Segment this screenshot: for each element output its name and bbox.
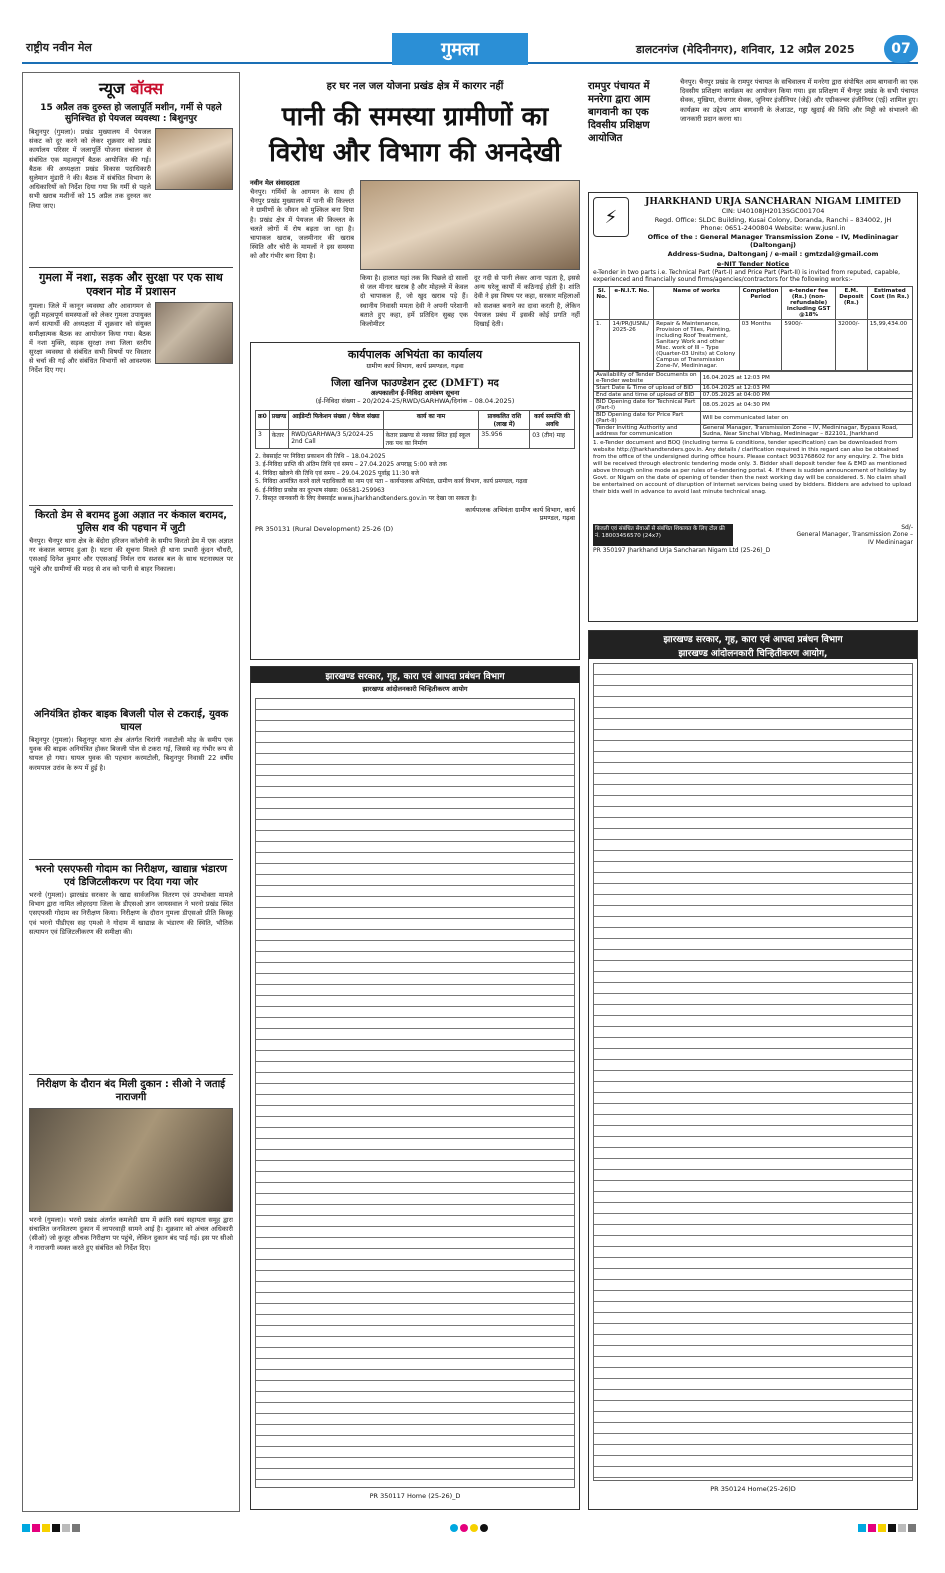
jusnl-notes: 1. e-Tender document and BOQ (including terms & conditions, tender specification) can be downloaded from website http://jharkhandtenders.gov.in. Any details / clarification required in this regard can also be obtained from the office of the undersigned during office hours. Please contact 9031768602 for any enquiry. 2. The bids will be received through electronic tendering mode only. 3. Bidder shall deposit tender fee & EMD as mentioned above through online mode as per rules of e-tendering portal. 4. If there is sudden announcement of holiday by Govt. or Nigam on the date of opening of tender then the next working day will be considered. 5. No claim shall be entertained on account of disruption of internet services being used by bidders. Bidders are advised to upload their bids well in advance to avoid last minute technical snag. (593, 439, 912, 495)
rwd-table (255, 410, 575, 449)
jusnl-col-4: e-tender fee (Rs.) (non-refundable) including GST @18% (782, 286, 835, 319)
jusnl-title: JHARKHAND URJA SANCHARAN NIGAM LIMITED (645, 197, 901, 207)
jusnl-col-0: Sl. No. (594, 286, 610, 319)
story1-body: बिशुनपुर (गुमला)। प्रखंड मुख्यालय में पेयजल संकट को दूर करने को लेकर शुक्रवार को प्रखंड कार्यालय परिसर में जलापूर्ति योजना संचालन से संबंधित एक महत्वपूर्ण बैठक आयोजित की गई। बैठक की अध्यक्षता प्रखंड विकास पदाधिकारी सुलेमान मुंडारी ने की। बैठक में संबंधित विभाग के अधिकारियों को निर्देश दिया गया कि गर्मी से पहले सभी खराब मशीनों को 15 अप्रैल तक दुरुस्त कर लिया जाए। (29, 128, 151, 210)
schedule-row (594, 411, 913, 424)
section-tab: गुमला (392, 33, 528, 65)
newsbox-title (29, 77, 233, 99)
schedule-cell: BID Opening date for Technical Part (Part-I) (594, 398, 701, 411)
rwd-col-0: क्र0 (256, 410, 270, 429)
jusnl-office: Office of the : General Manager Transmission Zone – IV, Medininagar (Daltonganj) (647, 232, 899, 249)
jusnl-table (593, 286, 913, 371)
jusnl-cell-0: 1. (594, 319, 610, 370)
schedule-cell: End date and time of upload of BID (594, 391, 701, 398)
lead-headline-line2: विरोध और विभाग की अनदेखी (269, 138, 561, 168)
jusnl-address: Address-Sudna, Daltonganj / e-mail : gmtzdal@gmail.com (667, 249, 879, 258)
jusnl-col-5: E.M. Deposit (Rs.) (835, 286, 867, 319)
rwd-date-line: 4. निविदा खोलने की तिथि एवं समय – 29.04.2025 पूर्वाह्न 11:30 बजे (255, 469, 419, 477)
rwd-cell-2: RWD/GARHWA/3 5/2024-25 2nd Call (289, 429, 383, 448)
rwd-date-line: 6. ई-निविदा प्रकोष्ठ का दूरभाष संख्या: 06581-259963 (255, 486, 385, 494)
lead-body-a: चैनपुर। गर्मियों के आगमन के साथ ही चैनपुर प्रखंड मुख्यालय में पानी की किल्लत ने ग्रामीणों के जीवन को मुश्किल बना दिया है। प्रखंड क्षेत्र में पेयजल की किल्लत के चलते लोगों में रोष बढ़ता जा रहा है। चापाकल खराब, जलमीनार की खराब स्थिति और चोरी के मामलों ने इस समस्या को और गंभीर बना दिया है। (250, 188, 354, 261)
jusnl-regd: Regd. Office: SLDC Building, Kusai Colony, Doranda, Ranchi – 834002, JH (654, 215, 892, 224)
rwd-col-2: आईडेन्टी फिकेशन संख्या / पैकेज संख्या (289, 410, 383, 429)
rwd-date-line: 5. निविदा आमंत्रित करने वाले पदाधिकारी का नाम एवं पता – कार्यपालक अभियंता, ग्रामीण कार्य विभाग, कार्य प्रमण्डल, गढ़वा (255, 478, 528, 485)
registration-bar (22, 1524, 918, 1532)
date-line: डालटनगंज (मेदिनीनगर), शनिवार, 12 अप्रैल 2025 (636, 43, 855, 56)
home-right-table (593, 663, 913, 1481)
jusnl-notice-text: e-Tender in two parts i.e. Technical Part (Part-I) and Price Part (Part-II) is invited from reputed, capable, experienced and financially sound firms/agencies/contractors for the following works:- (593, 268, 901, 283)
lead-headline-line1: पानी की समस्या ग्रामीणों का (281, 102, 549, 132)
story1-headline: 15 अप्रैल तक दुरुस्त हो जलापूर्ति मशीन, गर्मी से पहले सुनिश्चित हो पेयजल व्यवस्था : बिशुनपुर (40, 103, 222, 124)
jusnl-logo-icon: ⚡ (593, 197, 629, 237)
story6-body: भरनो (गुमला)। भरनो प्रखंड अंतर्गत कमलेडी ग्राम में क्रांति स्वयं सहायता समूह द्वारा संचालित जनवितरण दुकान में लापरवाही सामने आई है। शुक्रवार को अंचल अधिकारी (सीओ) जो कुजूर औचक निरीक्षण पर पहुंचे, लेकिन दुकान बंद पाई गई। इस पर सीओ ने नाराजगी व्यक्त करते हुए संबंधित को निर्देश दिए। (29, 1216, 233, 1252)
rwd-ref: (ई-निविदा संख्या – 20/2024-25/RWD/GARHWA/दिनांक – 08.04.2025) (315, 397, 515, 405)
rwd-col-3: कार्य का नाम (383, 410, 479, 429)
home-notice-center (250, 666, 580, 1510)
jusnl-schedule (593, 371, 913, 438)
story4-body: बिशुनपुर (गुमला)। बिशुनपुर थाना क्षेत्र अंतर्गत चिरांगी नवाटोली मोड़ के समीप एक युवक की बाइक अनियंत्रित होकर बिजली पोल से टकरा गई, जिससे वह गंभीर रूप से घायल हो गया। घायल युवक की पहचान करमटोली, बिशुनपुर निवासी 22 वर्षीय करमपाल उरांव के रूप में हुई है। (29, 736, 233, 772)
jusnl-col-1: e-N.I.T. No. (610, 286, 654, 319)
lead-body-c: दूर नदी से पानी लेकर आना पड़ता है, इससे अन्य घरेलू कार्यों में कठिनाई होती है। शांति देवी ने इस विषय पर कहा, सरकार महिलाओं को सशक्त बनाने का दावा करती है, लेकिन पेयजल प्रबंध में इसकी कोई प्रगति नहीं दिखाई देती। (474, 274, 580, 329)
jusnl-cin: CIN: U40108JH2013SGC001704 (721, 207, 825, 215)
schedule-row (594, 391, 913, 398)
newsbox-label-a: न्यूज (98, 79, 125, 98)
rwd-pr: PR 350131 (Rural Development) 25-26 (D) (255, 524, 394, 533)
rwd-col-1: प्रखण्ड (269, 410, 288, 429)
home-center-sub: झारखण्ड आंदोलनकारी चिन्हितीकरण आयोग (362, 685, 468, 693)
story6-headline: निरीक्षण के दौरान बंद मिली दुकान : सीओ ने जताई नाराजगी (36, 1079, 226, 1103)
left-column (22, 72, 240, 1512)
home-notice-right (588, 630, 918, 1510)
rwd-date-line: 2. वेबसाईट पर निविदा प्रकाशन की तिथि – 18.04.2025 (255, 452, 386, 460)
jusnl-col-3: Completion Period (739, 286, 782, 319)
story5-headline: भरनो एसएफसी गोदाम का निरीक्षण, खाद्यान्न भंडारण एवं डिजिटलीकरण पर दिया गया जोर (34, 864, 228, 888)
rwd-title: कार्यपालक अभियंता का कार्यालय (347, 348, 483, 361)
jusnl-col-2: Name of works (654, 286, 740, 319)
rwd-subtitle: ग्रामीण कार्य विभाग, कार्य प्रमण्डल, गढ़वा (366, 362, 464, 370)
schedule-cell: Will be communicated later on (700, 411, 912, 424)
schedule-cell: BID Opening date for Price Part (Part-II) (594, 411, 701, 424)
schedule-cell: Start Date & Time of upload of BID (594, 384, 701, 391)
home-right-band1: झारखण्ड सरकार, गृह, कारा एवं आपदा प्रबंधन विभाग (589, 631, 917, 645)
story1-photo (155, 128, 233, 190)
jusnl-sd: Sd/- (901, 523, 913, 531)
home-center-pr: PR 350117 Home (25-26)_D (369, 1491, 461, 1500)
schedule-cell: 08.05.2025 at 04:30 PM (700, 398, 912, 411)
rwd-cell-5: 03 (तीन) माह (530, 429, 575, 448)
story2-headline: गुमला में नशा, सड़क और सुरक्षा पर एक साथ एक्शन मोड में प्रशासन (39, 271, 223, 298)
home-center-band: झारखण्ड सरकार, गृह, कारा एवं आपदा प्रबंधन विभाग (251, 667, 579, 683)
schedule-row (594, 371, 913, 384)
jusnl-col-6: Estimated Cost (In Rs.) (867, 286, 912, 319)
jusnl-cell-4: 5900/- (782, 319, 835, 370)
rwd-col-5: कार्य समाप्ति की अवधि (530, 410, 575, 429)
story5-body: भरनो (गुमला)। झारखंड सरकार के खाद्य सार्वजनिक वितरण एवं उपभोक्ता मामले विभाग द्वारा नामित लोहरदगा जिला के डीएसओ ज्ञान जायसवाल ने भरनो प्रखंड स्थित एसएफसी गोदाम का निरीक्षण किया। निरीक्षण के दौरान गुमला डीएसओ प्रीति किस्कू एवं भरनो पीडीएस सह एमओ ने गोदाम में खाद्यान्न के भंडारण की स्थिति, भौतिक सत्यापन एवं डिजिटलीकरण की समीक्षा की। (29, 891, 233, 936)
jusnl-cell-2: Repair & Maintenance, Provision of Tiles, Painting, including Roof Treatment, Sanitary Work and other Misc. work of III – Type (Quarter-03 Units) at Colony Campus of Transmission Zone-IV, Medininagar. (654, 319, 740, 370)
lead-byline: नवीन मेल संवाददाता (250, 179, 300, 187)
jusnl-tender (588, 192, 918, 622)
home-right-pr: PR 350124 Home(25-26)D (710, 1485, 796, 1493)
page-number: 07 (884, 35, 918, 63)
rwd-date-line: 3. ई-निविदा प्राप्ति की अंतिम तिथि एवं समय – 27.04.2025 अपराह्न 5:00 बजे तक (255, 461, 447, 468)
jusnl-helpline: बिजली एवं संबंधित सेवाओं से संबंधित शिकायत के लिए टोल फ्री नं. 18003456570 (24x7) (593, 524, 733, 547)
story4-headline: अनियंत्रित होकर बाइक बिजली पोल से टकराई, युवक घायल (33, 709, 229, 733)
jusnl-cell-1: 14/PR/JUSNL/ 2025-26 (610, 319, 654, 370)
rwd-dates (255, 453, 575, 504)
schedule-cell: General Manager, Transmission Zone – IV, Medininagar, Bypass Road, Sudna, Near Sinchai Vibhag, Medininagar – 822101, Jharkhand (700, 424, 912, 437)
rwd-cell-1: केतार (269, 429, 288, 448)
schedule-row (594, 398, 913, 411)
schedule-cell: Tender Inviting Authority and address for communication (594, 424, 701, 437)
story6-photo (29, 1108, 233, 1212)
jusnl-phone: Phone: 0651-2400804 Website: www.jusnl.in (700, 224, 846, 232)
right-story-headline: रामपुर पंचायत में मनरेगा द्वारा आम बागवानी का एक दिवसीय प्रशिक्षण आयोजित (588, 81, 651, 144)
jusnl-notice-head: e-NIT Tender Notice (716, 260, 790, 268)
lead-body-b: किया है। हालात यहां तक कि पिछले दो सालों से जल मीनार खराब है और मोहल्ले में केवल दो चापाकल हैं, जो खुद खराब पड़े हैं। स्थानीय निवासी ममता देवी ने अपनी परेशानी बताते हुए कहा, हमें प्रतिदिन सुबह एक किलोमीटर (360, 274, 468, 329)
schedule-cell: Availability of Tender Documents on e-Tender website (594, 371, 701, 384)
rwd-date-line: 7. विस्तृत जानकारी के लिए वेबसाईट www.jharkhandtenders.gov.in पर देखा जा सकता है। (255, 495, 477, 502)
newsbox-label-b: बॉक्स (130, 79, 164, 98)
schedule-cell: 16.04.2025 at 12:03 PM (700, 384, 912, 391)
schedule-cell: 07.05.2025 at 04:00 PM (700, 391, 912, 398)
jusnl-pr: PR 350197 Jharkhand Urja Sancharan Nigam Ltd (25-26)_D (593, 547, 771, 554)
home-center-table (255, 698, 575, 1488)
schedule-cell: 16.04.2025 at 12:03 PM (700, 371, 912, 384)
rwd-col-4: प्राक्कलित राशि (लाख में) (479, 410, 530, 429)
rwd-signature: कार्यपालक अभियंता ग्रामीण कार्य विभाग, कार्य प्रमण्डल, गढ़वा (465, 505, 575, 522)
jusnl-cell-3: 03 Months (739, 319, 782, 370)
story3-headline: किरतो डेम से बरामद हुआ अज्ञात नर कंकाल बरामद, पुलिस शव की पहचान में जुटी (35, 510, 227, 534)
schedule-row (594, 384, 913, 391)
story2-body: गुमला। जिले में कानून व्यवस्था और आवागमन से जुड़ी महत्वपूर्ण समस्याओं को लेकर गुमला उपायुक्त कर्ण सत्यार्थी की अध्यक्षता में शुक्रवार को संयुक्त समीक्षात्मक बैठक का आयोजन किया गया। बैठक में नशा मुक्ति, सड़क सुरक्षा तथा जिला स्तरीय सुरक्षा व्यवस्था से संबंधित सभी विषयों पर विस्तार से चर्चा की गई और संबंधित विभागों को आवश्यक निर्देश दिए गए। (29, 302, 151, 375)
rwd-cell-4: 35.956 (479, 429, 530, 448)
rwd-notice: अल्पकालीन ई-निविदा आमंत्रण सूचना (370, 388, 460, 397)
newspaper-brand: राष्ट्रीय नवीन मेल (26, 41, 92, 54)
jusnl-cell-6: 15,99,434.00 (867, 319, 912, 370)
story3-body: चैनपुर। चैनपुर थाना क्षेत्र के बेंदोरा हरिजन कॉलोनी के समीप किरतो डेम में एक अज्ञात नर कंकाल बरामद हुआ है। घटना की सूचना मिलते ही थाना प्रभारी कुंदन चौधरी, एसआई दिनेश कुमार और एएसआई निर्मल राय सशस्त्र बल के साथ घटनास्थल पर पहुंचे और ग्रामीणों की मदद से शव को पानी से बाहर निकाला। (29, 537, 233, 573)
home-right-band2: झारखण्ड आंदोलनकारी चिन्हितीकरण आयोग, (589, 645, 917, 659)
lead-kicker: हर घर नल जल योजना प्रखंड क्षेत्र में कारगर नहीं (326, 81, 504, 92)
story2-photo (155, 302, 233, 364)
jusnl-cell-5: 32000/- (835, 319, 867, 370)
right-story-body: चैनपुर। चैनपुर प्रखंड के रामपुर पंचायत के सचिवालय में मनरेगा द्वारा संपोषित आम बागवानी का एक दिवसीय प्रशिक्षण कार्यक्रम का आयोजन किया गया। इस प्रशिक्षण में चैनपुर प्रखंड के सभी पंचायत सेवक, मुखिया, रोजगार सेवक, जूनियर इंजीनियर (जेई) और एग्रीकल्चर इंजीनियर (एई) शामिल हुए। कार्यक्रम का उद्देश्य आम बागवानी के लेआउट, गड्ढा खुदाई की विधि और मिट्टी को संभालने की जानकारी प्रदान करना था। (680, 78, 918, 123)
rwd-cell-0: 3 (256, 429, 270, 448)
rwd-fund: जिला खनिज फाउण्डेशन ट्रस्ट (DMFT) मद (331, 377, 499, 389)
schedule-row (594, 424, 913, 437)
lead-photo (360, 180, 580, 270)
rwd-cell-3: केतार प्रखण्ड से नवका स्थित हाई स्कूल तक पथ का निर्माण (383, 429, 479, 448)
jusnl-gm: General Manager, Transmission Zone – IV Medininagar (796, 531, 913, 546)
rwd-tender (250, 342, 580, 660)
